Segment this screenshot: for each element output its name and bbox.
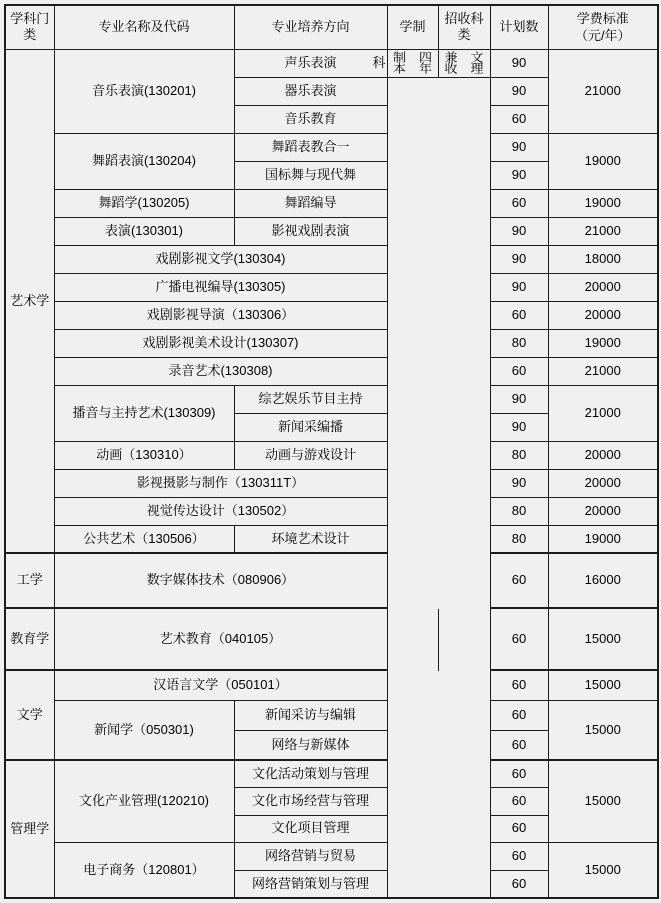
direction-cell: 新闻采访与编辑 [234, 700, 387, 730]
major-cell: 音乐表演(130201) [54, 49, 234, 133]
header-fee-line1: 学费标准 [576, 11, 629, 27]
fee-cell: 15000 [548, 700, 658, 760]
fee-cell: 20000 [548, 497, 658, 525]
direction-cell: 文化市场经营与管理 [234, 787, 387, 815]
major-cell-wide: 戏剧影视文学(130304) [54, 245, 387, 273]
plan-cell: 90 [490, 469, 548, 497]
category-cell-education: 教育学 [5, 608, 54, 670]
plan-cell: 90 [490, 49, 548, 77]
table-row [5, 357, 658, 385]
direction-cell: 舞蹈表教合一 [234, 133, 387, 161]
fee-cell: 19000 [548, 329, 658, 357]
plan-cell: 90 [490, 77, 548, 105]
table-row [5, 301, 658, 329]
enrollment-plan-table [4, 4, 659, 899]
plan-cell: 60 [490, 730, 548, 760]
direction-cell: 网络营销策划与管理 [234, 870, 387, 898]
subjects-cell: 兼 收 文 理 [438, 49, 490, 77]
header-category: 学科门类 [5, 5, 54, 49]
direction-cell: 舞蹈编导 [234, 189, 387, 217]
table-row [5, 273, 658, 301]
direction-cell: 文化活动策划与管理 [234, 760, 387, 787]
fee-cell: 15000 [548, 670, 658, 700]
header-direction: 专业培养方向 [234, 5, 387, 49]
direction-cell [234, 49, 387, 77]
category-cell-management: 管理学 [5, 760, 54, 898]
major-cell-wide: 广播电视编导(130305) [54, 273, 387, 301]
table-row [5, 842, 658, 870]
fee-cell: 15000 [548, 760, 658, 842]
fee-cell: 20000 [548, 469, 658, 497]
plan-cell: 60 [490, 870, 548, 898]
plan-cell: 80 [490, 497, 548, 525]
plan-cell: 90 [490, 273, 548, 301]
major-cell-wide: 录音艺术(130308) [54, 357, 387, 385]
direction-cell: 网络营销与贸易 [234, 842, 387, 870]
fee-cell: 20000 [548, 301, 658, 329]
fee-cell: 21000 [548, 385, 658, 441]
fee-cell: 21000 [548, 357, 658, 385]
direction-cell: 国标舞与现代舞 [234, 161, 387, 189]
plan-cell: 60 [490, 700, 548, 730]
major-cell: 文化产业管理(120210) [54, 760, 234, 842]
plan-cell: 60 [490, 608, 548, 670]
table-row [5, 189, 658, 217]
fee-cell: 19000 [548, 189, 658, 217]
table-row [5, 497, 658, 525]
table-row [5, 670, 658, 700]
table-row [5, 700, 658, 730]
plan-cell: 60 [490, 301, 548, 329]
plan-cell: 80 [490, 441, 548, 469]
plan-cell: 60 [490, 105, 548, 133]
direction-cell: 新闻采编播 [234, 413, 387, 441]
merged-empty-cell [387, 77, 490, 898]
plan-cell: 60 [490, 553, 548, 608]
plan-cell: 80 [490, 525, 548, 553]
table-row [5, 217, 658, 245]
fee-cell: 21000 [548, 217, 658, 245]
major-cell-wide: 戏剧影视美术设计(130307) [54, 329, 387, 357]
plan-cell: 90 [490, 217, 548, 245]
major-cell-wide: 汉语言文学（050101） [54, 670, 387, 700]
table-row [5, 760, 658, 787]
direction-cell: 环境艺术设计 [234, 525, 387, 553]
plan-cell: 90 [490, 161, 548, 189]
plan-cell: 90 [490, 413, 548, 441]
table-row [5, 469, 658, 497]
major-cell-wide: 数字媒体技术（080906） [54, 553, 387, 608]
table-row [5, 329, 658, 357]
duration-cell: 制 本 四 年 [387, 49, 438, 77]
direction-cell: 综艺娱乐节目主持 [234, 385, 387, 413]
plan-cell: 90 [490, 133, 548, 161]
fee-cell: 19000 [548, 133, 658, 189]
plan-cell: 60 [490, 357, 548, 385]
direction-cell: 器乐表演 [234, 77, 387, 105]
fee-cell: 21000 [548, 49, 658, 133]
fee-cell: 20000 [548, 273, 658, 301]
fee-cell: 18000 [548, 245, 658, 273]
major-cell-wide: 艺术教育（040105） [54, 608, 387, 670]
major-cell: 播音与主持艺术(130309) [54, 385, 234, 441]
plan-cell: 60 [490, 787, 548, 815]
table-row [5, 385, 658, 413]
direction-cell: 音乐教育 [234, 105, 387, 133]
plan-cell: 60 [490, 760, 548, 787]
header-row [5, 5, 658, 49]
stray-border-fragment [438, 609, 439, 671]
header-major: 专业名称及代码 [54, 5, 234, 49]
plan-cell: 60 [490, 670, 548, 700]
plan-cell: 60 [490, 842, 548, 870]
table-row [5, 553, 658, 608]
table-row [5, 525, 658, 553]
major-cell-wide: 戏剧影视导演（130306） [54, 301, 387, 329]
table-row [5, 133, 658, 161]
header-subjects: 招收科类 [438, 5, 490, 49]
major-cell: 舞蹈表演(130204) [54, 133, 234, 189]
plan-cell: 60 [490, 189, 548, 217]
major-cell-wide: 影视摄影与制作（130311T） [54, 469, 387, 497]
fee-cell: 19000 [548, 525, 658, 553]
fee-cell: 15000 [548, 608, 658, 670]
plan-cell: 90 [490, 385, 548, 413]
table-row [5, 49, 658, 77]
header-plan: 计划数 [490, 5, 548, 49]
major-cell: 舞蹈学(130205) [54, 189, 234, 217]
plan-cell: 80 [490, 329, 548, 357]
header-duration: 学制 [387, 5, 438, 49]
direction-cell: 网络与新媒体 [234, 730, 387, 760]
category-cell-engineering: 工学 [5, 553, 54, 608]
major-cell-wide: 视觉传达设计（130502） [54, 497, 387, 525]
category-cell-literature: 文学 [5, 670, 54, 760]
header-fee [548, 5, 658, 49]
major-cell: 动画（130310） [54, 441, 234, 469]
direction-cell: 动画与游戏设计 [234, 441, 387, 469]
direction-cell: 文化项目管理 [234, 815, 387, 842]
fee-cell: 20000 [548, 441, 658, 469]
overflow-char: 科 [372, 54, 386, 70]
plan-cell: 60 [490, 815, 548, 842]
major-cell: 电子商务（120801） [54, 842, 234, 898]
fee-cell: 15000 [548, 842, 658, 898]
plan-cell: 90 [490, 245, 548, 273]
major-cell: 表演(130301) [54, 217, 234, 245]
direction-cell: 影视戏剧表演 [234, 217, 387, 245]
header-fee-line2: （元/年） [574, 28, 631, 44]
table-row [5, 608, 658, 670]
major-cell: 新闻学（050301) [54, 700, 234, 760]
major-cell: 公共艺术（130506） [54, 525, 234, 553]
category-cell-art: 艺术学 [5, 49, 54, 553]
direction-label: 声乐表演 [284, 54, 337, 70]
table-row [5, 245, 658, 273]
table-row [5, 441, 658, 469]
fee-cell: 16000 [548, 553, 658, 608]
